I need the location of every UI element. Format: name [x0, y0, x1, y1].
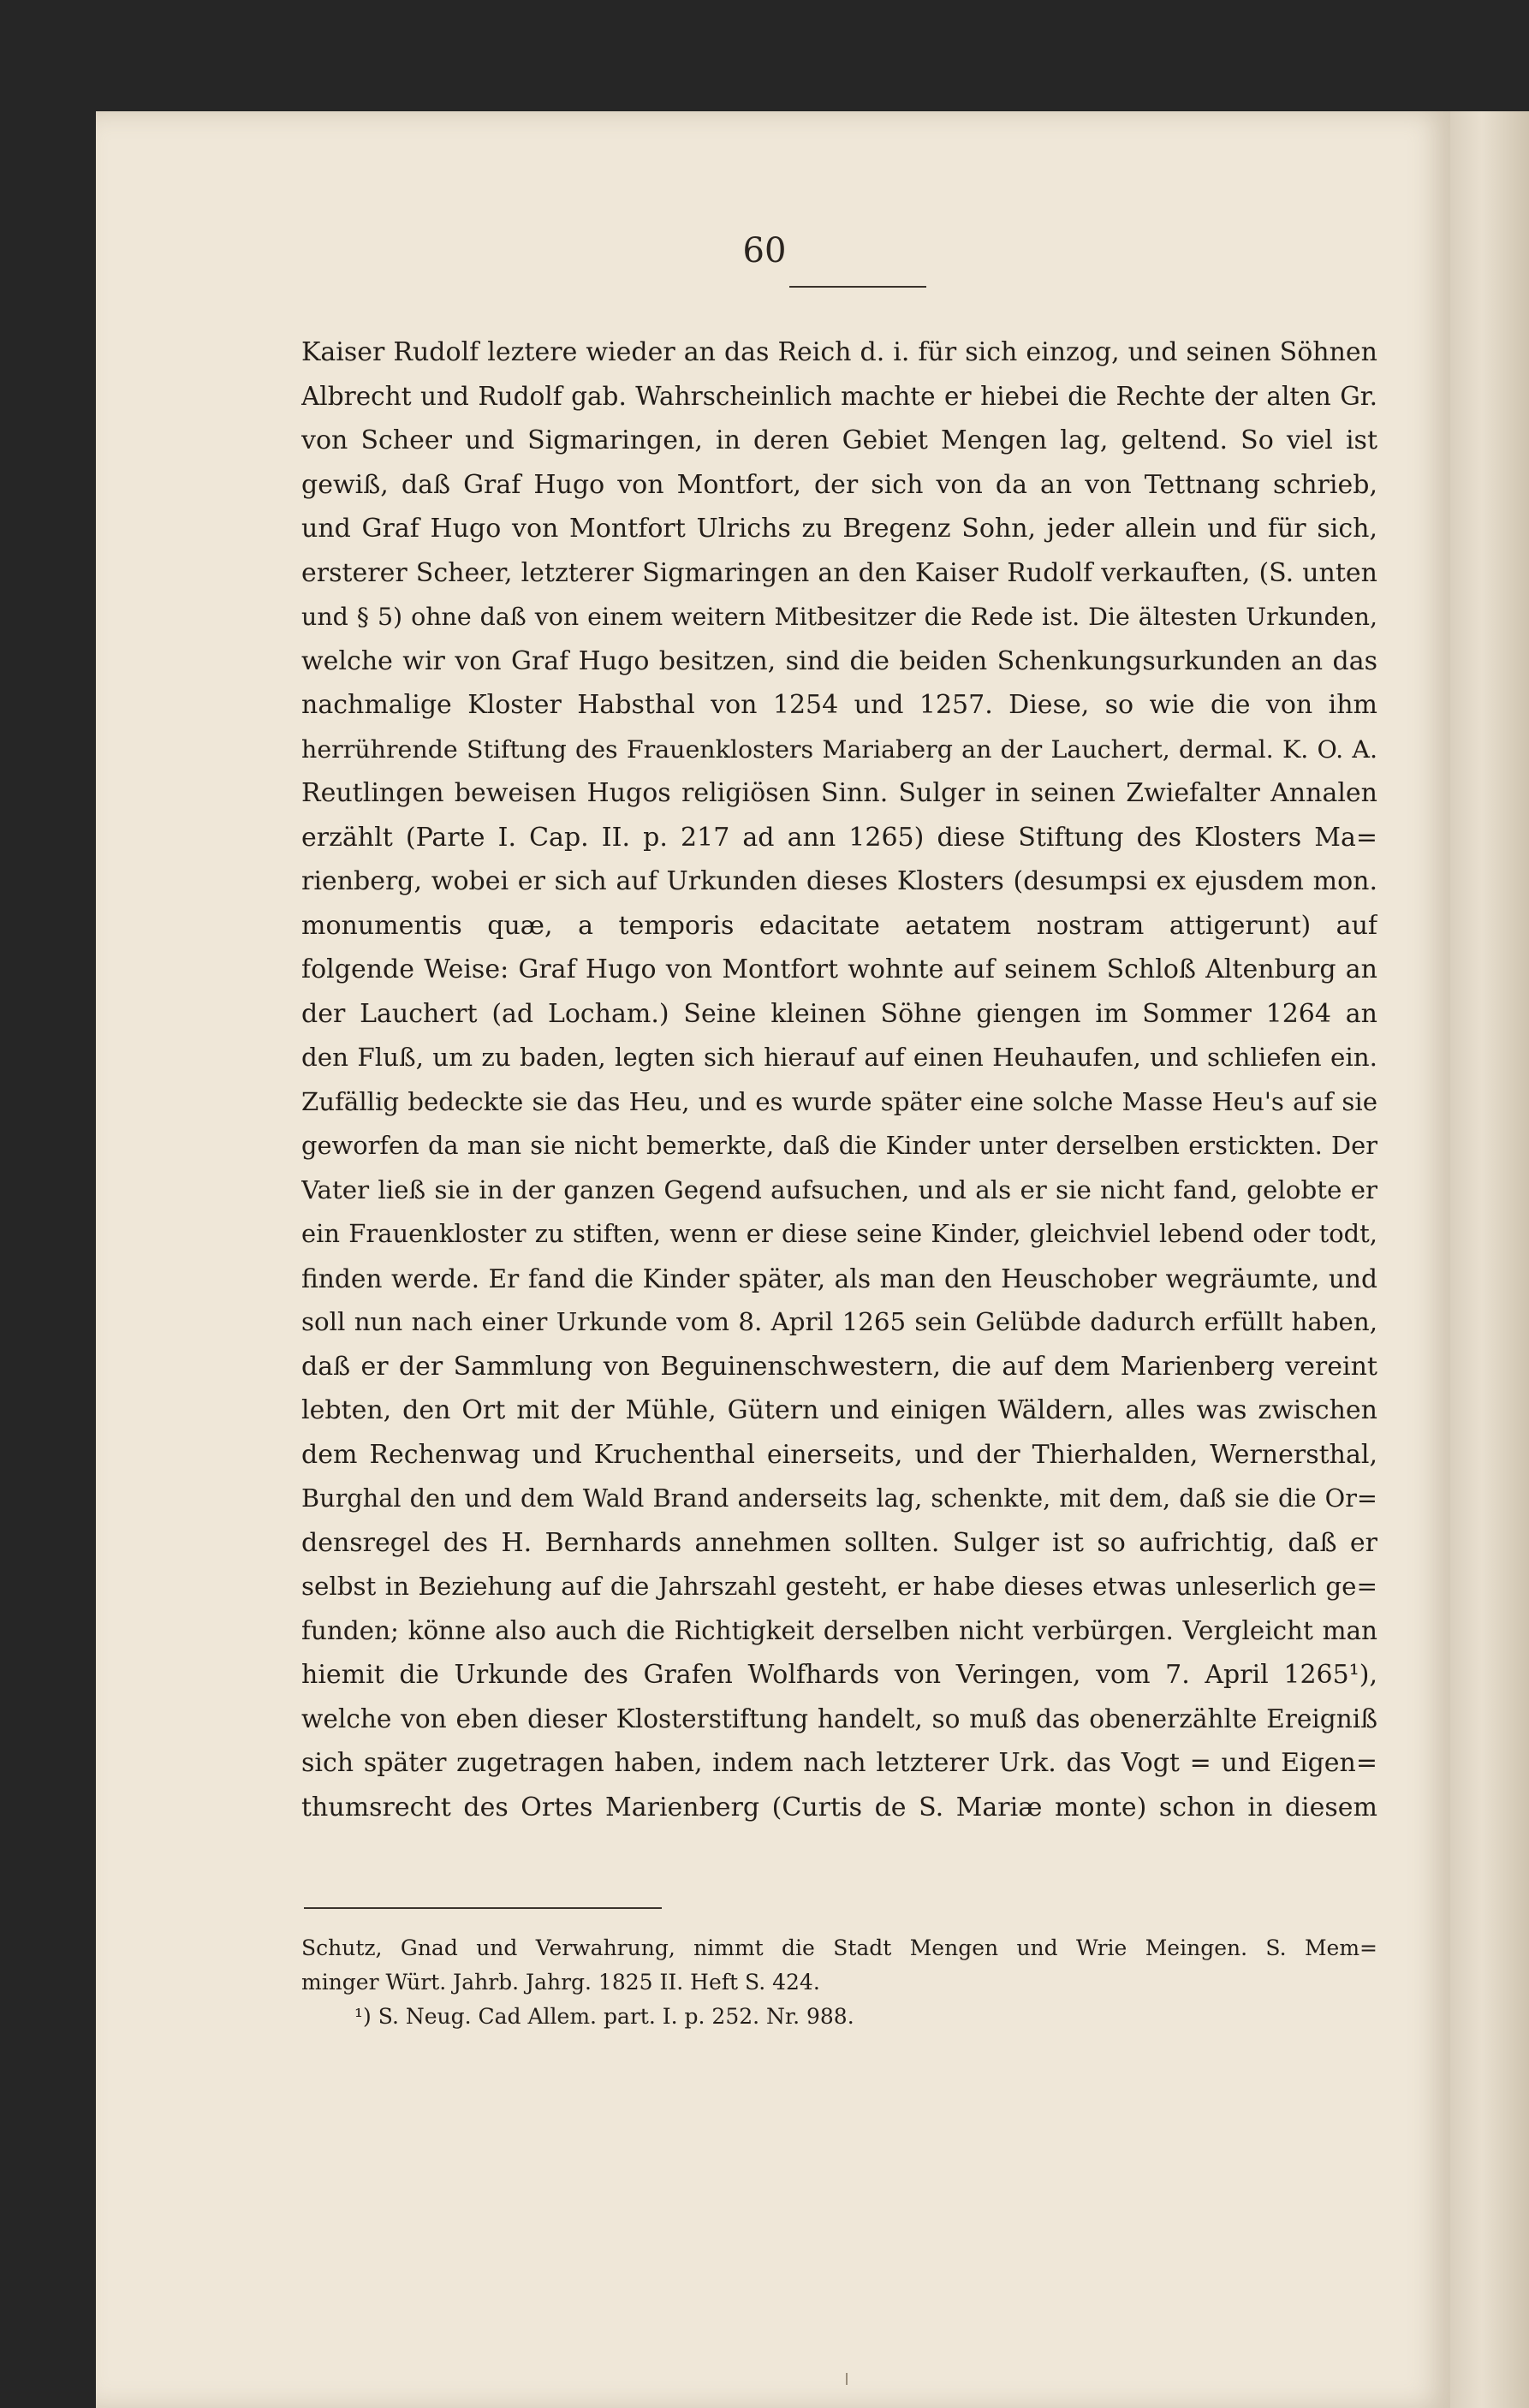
print-mark — [846, 2373, 848, 2385]
text-line: gewiß, daß Graf Hugo von Montfort, der sich von da an von Tettnang schrieb, — [301, 469, 1377, 500]
text-line: densregel des H. Bernhards annehmen sollten. Sulger ist so aufrichtig, daß er — [301, 1527, 1377, 1558]
text-line: Vater ließ sie in der ganzen Gegend aufsuchen, und als er sie nicht fand, gelobte er — [301, 1174, 1377, 1204]
text-line: selbst in Beziehung auf die Jahrszahl gesteht, er habe dieses etwas unleserlich ge= — [301, 1572, 1377, 1601]
text-line: soll nun nach einer Urkunde vom 8. April 1265 sein Gelübde dadurch erfüllt haben, — [301, 1307, 1377, 1336]
text-line: welche von eben dieser Klosterstiftung handelt, so muß das obenerzählte Ereigniß — [301, 1703, 1377, 1733]
text-line: dem Rechenwag und Kruchenthal einerseits, und der Thierhalden, Wernersthal, — [301, 1439, 1377, 1470]
text-line: Zufällig bedeckte sie das Heu, und es wurde später eine solche Masse Heu's auf sie — [301, 1086, 1377, 1116]
text-line: erzählt (Parte I. Cap. II. p. 217 ad ann 1265) diese Stiftung des Klosters Ma= — [301, 822, 1377, 853]
page-number-rule — [789, 286, 926, 288]
text-line: und § 5) ohne daß von einem weitern Mitbesitzer die Rede ist. Die ältesten Urkunden, — [301, 603, 1377, 631]
text-line: lebten, den Ort mit der Mühle, Gütern und einigen Wäldern, alles was zwischen — [301, 1395, 1377, 1425]
text-line: hiemit die Urkunde des Grafen Wolfhards von Veringen, vom 7. April 1265¹), — [301, 1660, 1377, 1690]
text-line: daß er der Sammlung von Beguinenschwestern, die auf dem Marienberg vereint — [301, 1351, 1377, 1382]
text-line: rienberg, wobei er sich auf Urkunden dieses Klosters (desumpsi ex ejusdem mon. — [301, 866, 1377, 896]
text-line: ein Frauenkloster zu stiften, wenn er diese seine Kinder, gleichviel lebend oder todt, — [301, 1219, 1377, 1248]
text-line: sich später zugetragen haben, indem nach letzterer Urk. das Vogt = und Eigen= — [301, 1748, 1377, 1778]
page-number: 60 — [742, 231, 787, 271]
text-line: Albrecht und Rudolf gab. Wahrscheinlich machte er hiebei die Rechte der alten Gr. — [301, 381, 1377, 411]
footnote-line: minger Würt. Jahrb. Jahrg. 1825 II. Heft S. 424. — [301, 1970, 820, 1995]
text-line: und Graf Hugo von Montfort Ulrichs zu Bregenz Sohn, jeder allein und für sich, — [301, 514, 1377, 544]
text-line: Kaiser Rudolf leztere wieder an das Reich d. i. für sich einzog, und seinen Söhnen — [301, 337, 1377, 367]
text-line: monumentis quæ, a temporis edacitate aetatem nostram attigerunt) auf — [301, 910, 1377, 941]
text-line: der Lauchert (ad Locham.) Seine kleinen Söhne giengen im Sommer 1264 an — [301, 998, 1377, 1029]
text-line: Burghal den und dem Wald Brand anderseits lag, schenkte, mit dem, daß sie die Or= — [301, 1483, 1377, 1513]
text-line: ersterer Scheer, letzterer Sigmaringen an den Kaiser Rudolf verkauften, (S. unten — [301, 557, 1377, 588]
text-line: den Fluß, um zu baden, legten sich hierauf auf einen Heuhaufen, und schliefen ein. — [301, 1043, 1377, 1072]
text-line: geworfen da man sie nicht bemerkte, daß die Kinder unter derselben erstickten. Der — [301, 1131, 1377, 1160]
page-edge — [1450, 111, 1529, 2408]
text-line: von Scheer und Sigmaringen, in deren Gebiet Mengen lag, geltend. So viel ist — [301, 425, 1377, 455]
footnote-line: Schutz, Gnad und Verwahrung, nimmt die Stadt Mengen und Wrie Meingen. S. Mem= — [301, 1935, 1377, 1960]
text-line: thumsrecht des Ortes Marienberg (Curtis de S. Mariæ monte) schon in diesem — [301, 1792, 1377, 1822]
text-line: finden werde. Er fand die Kinder später, als man den Heuschober wegräumte, und — [301, 1263, 1377, 1293]
text-line: Reutlingen beweisen Hugos religiösen Sinn. Sulger in seinen Zwiefalter Annalen — [301, 778, 1377, 808]
text-line: herrührende Stiftung des Frauenklosters Mariaberg an der Lauchert, dermal. K. O. A. — [301, 734, 1377, 764]
footnote-rule — [304, 1907, 662, 1909]
text-line: nachmalige Kloster Habsthal von 1254 und 1257. Diese, so wie die von ihm — [301, 690, 1377, 720]
text-line: folgende Weise: Graf Hugo von Montfort wohnte auf seinem Schloß Altenburg an — [301, 954, 1377, 984]
text-line: funden; könne also auch die Richtigkeit derselben nicht verbürgen. Vergleicht man — [301, 1615, 1377, 1645]
body-text — [301, 330, 1377, 1829]
footnotes — [301, 1931, 1377, 2034]
footnote-line: ¹) S. Neug. Cad Allem. part. I. p. 252. Nr. 988. — [354, 2004, 854, 2029]
text-line: welche wir von Graf Hugo besitzen, sind die beiden Schenkungsurkunden an das — [301, 645, 1377, 676]
